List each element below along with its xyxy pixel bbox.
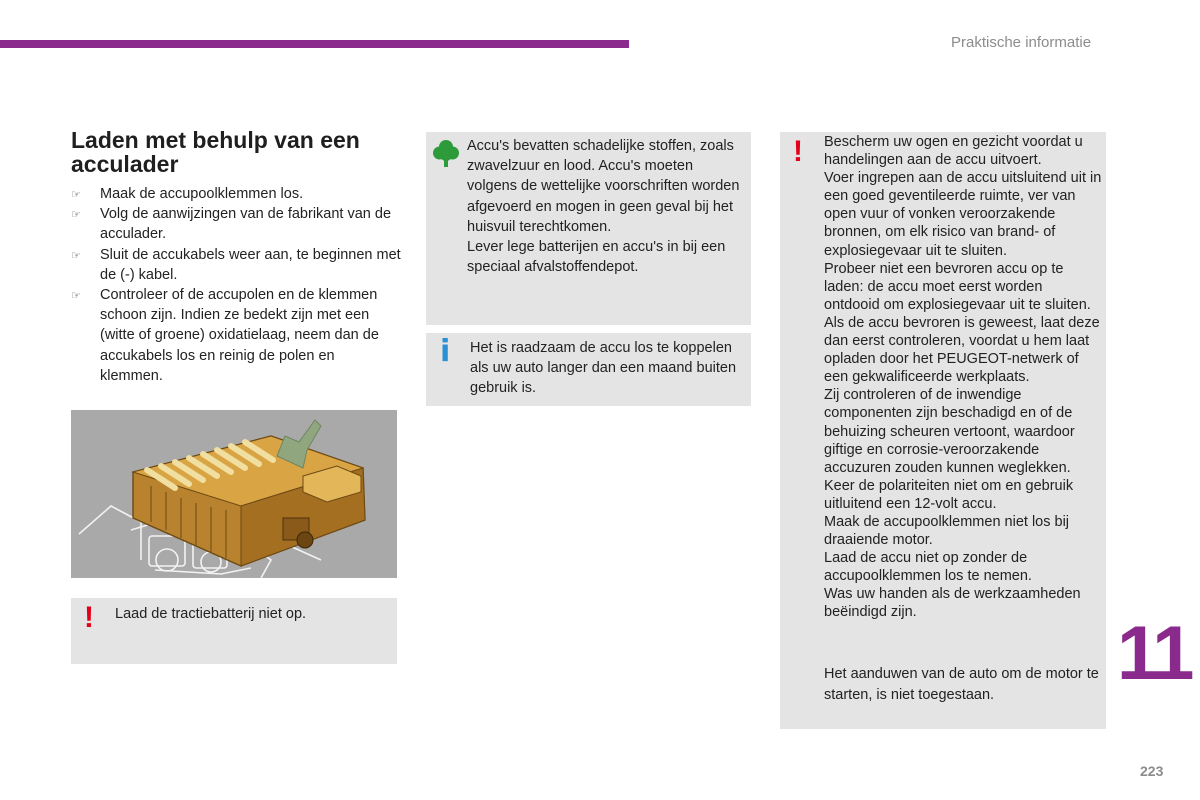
list-item (71, 184, 401, 204)
warning-paragraph: Zij controleren of de inwendige componenten zijn beschadigd en of de behuizing scheuren vertoont, waardoor giftige en corrosie-veroorzakende accuzuren zouden kunnen weglekken. (824, 387, 1075, 476)
step-text: Controleer of de accupolen en de klemmen schoon zijn. Indien ze bedekt zijn met een (witte of groene) oxidatielaag, neem dan de accukabels los en reinig de polen en klemmen. (100, 287, 379, 384)
traction-battery-illustration (71, 410, 397, 578)
list-item (71, 204, 401, 244)
step-text: Volg de aanwijzingen van de fabrikant van de acculader. (100, 206, 392, 243)
warning-paragraph: Laad de accu niet op zonder de accupoolklemmen los te nemen. (824, 550, 1032, 585)
info-icon: i (440, 334, 451, 369)
pointing-hand-icon: ☞ (71, 189, 81, 201)
step-text: Maak de accupoolklemmen los. (100, 186, 304, 202)
warning-box-safety (780, 132, 1106, 729)
pointing-hand-icon: ☞ (71, 290, 81, 303)
chapter-number: 11 (1117, 611, 1192, 696)
warning-footer-text: Het aanduwen van de auto om de motor te starten, is niet toegestaan. (824, 666, 1099, 703)
warning-paragraph: Was uw handen als de werkzaamheden beëindigd zijn. (824, 586, 1081, 621)
pointing-hand-icon: ☞ (71, 209, 81, 222)
list-item (71, 245, 401, 285)
info-box (426, 333, 751, 406)
warning-paragraph: Probeer niet een bevroren accu op te laden: de accu moet eerst worden ontdooid om explosiegevaar uit te sluiten. Als de accu bevroren is geweest, laat deze dan eerst controleren, voordat u hem laat opladen door het PEUGEOT-netwerk of een gekwalificeerde werkplaats. (824, 260, 1100, 386)
environment-text (467, 136, 747, 277)
list-item (71, 285, 401, 386)
environment-paragraph: Lever lege batterijen en accu's in bij een speciaal afvalstoffendepot. (467, 239, 726, 276)
section-title: Praktische informatie (951, 34, 1092, 51)
warning-paragraph: Maak de accupoolklemmen niet los bij draaiende motor. (824, 513, 1070, 549)
environment-box (426, 132, 751, 325)
info-text: Het is raadzaam de accu los te koppelen als uw auto langer dan een maand buiten gebruik is. (470, 340, 737, 397)
step-text: Sluit de accukabels weer aan, te beginnen met de (-) kabel. (100, 246, 401, 283)
warning-paragraphs (824, 133, 1102, 622)
environment-paragraph: Accu's bevatten schadelijke stoffen, zoals zwavelzuur en lood. Accu's moeten volgens de wettelijke voorschriften worden afgevoerd en mogen in geen geval bij het huisvuil terechtkomen. (467, 138, 740, 235)
pointing-hand-icon: ☞ (71, 249, 81, 262)
warning-box-traction (71, 598, 397, 664)
page-number: 223 (1140, 763, 1164, 779)
page-heading: Laden met behulp van een acculader (71, 127, 360, 177)
steps-list (71, 184, 401, 386)
warning-paragraph: Keer de polariteiten niet om en gebruik uitluitend een 12-volt accu. (824, 477, 1074, 512)
header-accent-bar (0, 40, 629, 48)
warning-paragraph: Bescherm uw ogen en gezicht voordat u handelingen aan de accu uitvoert. (824, 134, 1083, 169)
tree-icon (433, 139, 459, 167)
warning-exclamation-icon: ! (84, 601, 94, 634)
warning-paragraph: Voer ingrepen aan de accu uitsluitend uit in een goed geventileerde ruimte, ver van open vuur of vonken veroorzakende bronnen, om elk risico van brand- of explosiegevaar uit te sluiten. (824, 170, 1102, 259)
warning-exclamation-icon: ! (793, 135, 803, 168)
warning-text: Laad de tractiebatterij niet op. (115, 606, 307, 622)
